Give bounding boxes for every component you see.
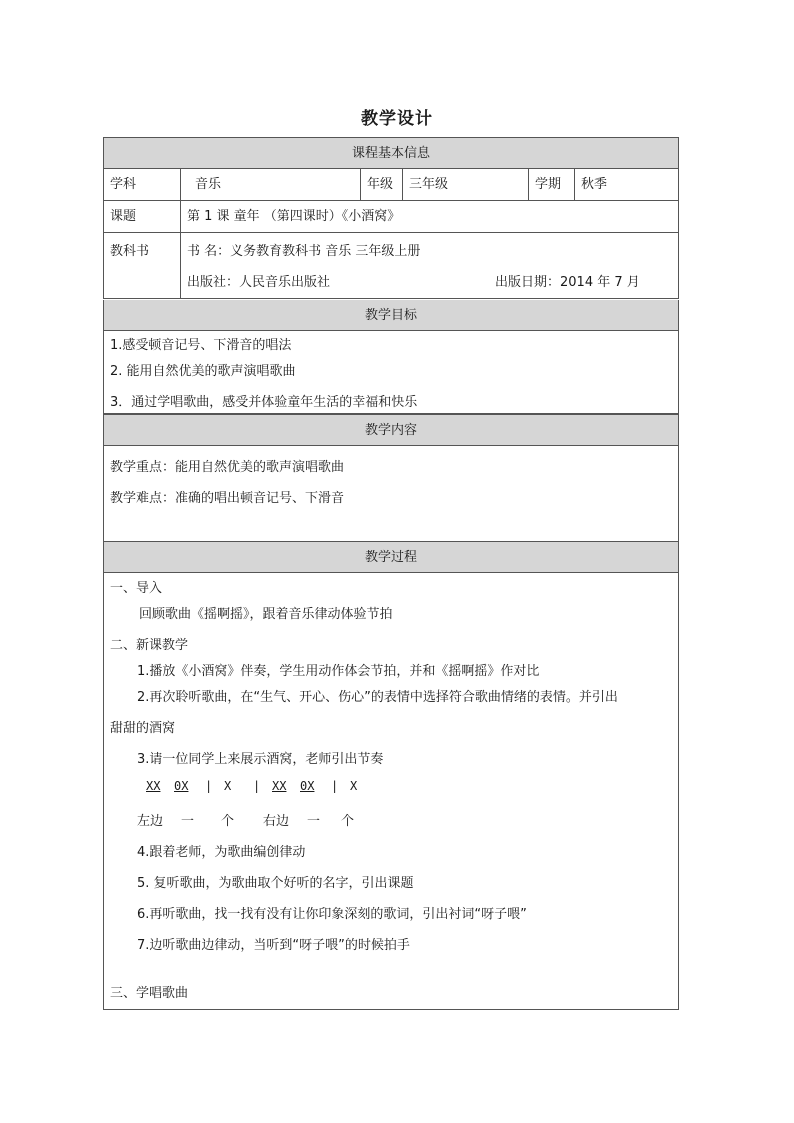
- step-item: 1.播放《小酒窝》伴奏，学生用动作体会节拍，并和《摇啊摇》作对比: [137, 664, 540, 679]
- objective-item: 1.感受顿音记号、下滑音的唱法: [110, 338, 292, 353]
- subject-label: 学科: [110, 177, 137, 192]
- section-title: 二、新课教学: [110, 638, 189, 653]
- objective-item: 2. 能用自然优美的歌声演唱歌曲: [110, 364, 296, 379]
- process-section: [103, 541, 679, 1010]
- textbook-value: [180, 233, 678, 298]
- rhythm-syllable: 一: [307, 814, 321, 829]
- publish-date-line: 出版日期：2014 年 7 月: [495, 275, 640, 290]
- difficulty-point: 教学难点：准确的唱出顿音记号、下滑音: [110, 491, 345, 506]
- page-title: 教学设计: [361, 109, 433, 129]
- topic-label: 课题: [110, 209, 137, 224]
- textbook-row: [104, 233, 678, 298]
- subject-row: [104, 169, 678, 201]
- basic-info-table: [103, 137, 679, 299]
- rhythm-note: X: [224, 779, 232, 793]
- basic-info-header: 课程基本信息: [104, 138, 678, 169]
- section-title: 三、学唱歌曲: [110, 986, 189, 1001]
- subject-value: 音乐: [180, 169, 460, 200]
- objectives-header: 教学目标: [104, 300, 678, 331]
- key-point: 教学重点：能用自然优美的歌声演唱歌曲: [110, 460, 345, 475]
- rhythm-note: X: [350, 779, 358, 793]
- step-item: 5. 复听歌曲，为歌曲取个好听的名字，引出课题: [137, 876, 414, 891]
- textbook-label: 教科书: [110, 244, 150, 259]
- book-name-line: 书 名：义务教育教科书 音乐 三年级上册: [187, 244, 421, 259]
- objective-item: 3．通过学唱歌曲，感受并体验童年生活的幸福和快乐: [110, 395, 418, 410]
- rhythm-syllable: 个: [221, 814, 235, 829]
- section-title: 一、导入: [110, 581, 163, 596]
- step-item-cont: 甜甜的酒窝: [110, 721, 176, 736]
- section-text: 回顾歌曲《摇啊摇》，跟着音乐律动体验节拍: [139, 607, 393, 622]
- rhythm-barline: |: [331, 779, 339, 793]
- step-item: 6.再听歌曲，找一找有没有让你印象深刻的歌词，引出衬词“呀子喂”: [137, 907, 527, 922]
- content-section: [103, 414, 679, 542]
- publisher-line: 出版社：人民音乐出版社: [187, 275, 331, 290]
- grade-value: 三年级: [402, 169, 528, 200]
- term-label: 学期: [528, 169, 574, 200]
- rhythm-syllable: 右边: [263, 814, 290, 829]
- topic-row: [104, 201, 678, 233]
- objectives-section: [103, 300, 679, 414]
- step-item: 3.请一位同学上来展示酒窝，老师引出节奏: [137, 752, 384, 767]
- rhythm-barline: |: [205, 779, 213, 793]
- grade-label: 年级: [360, 169, 402, 200]
- rhythm-note: 0X: [300, 779, 315, 793]
- rhythm-syllable: 一: [181, 814, 195, 829]
- term-value: 秋季: [574, 169, 678, 200]
- step-item: 2.再次聆听歌曲，在“生气、开心、伤心”的表情中选择符合歌曲情绪的表情。并引出: [137, 690, 618, 705]
- step-item: 4.跟着老师，为歌曲编创律动: [137, 845, 306, 860]
- step-item: 7.边听歌曲边律动，当听到“呀子喂”的时候拍手: [137, 938, 410, 953]
- rhythm-note: XX: [272, 779, 287, 793]
- topic-value: 第 1 课 童年 （第四课时）《小酒窝》: [180, 201, 678, 232]
- rhythm-note: XX: [146, 779, 161, 793]
- process-header: 教学过程: [104, 542, 678, 573]
- rhythm-syllable: 个: [341, 814, 355, 829]
- rhythm-syllable: 左边: [137, 814, 164, 829]
- rhythm-note: 0X: [174, 779, 189, 793]
- rhythm-barline: |: [253, 779, 261, 793]
- content-header: 教学内容: [104, 415, 678, 446]
